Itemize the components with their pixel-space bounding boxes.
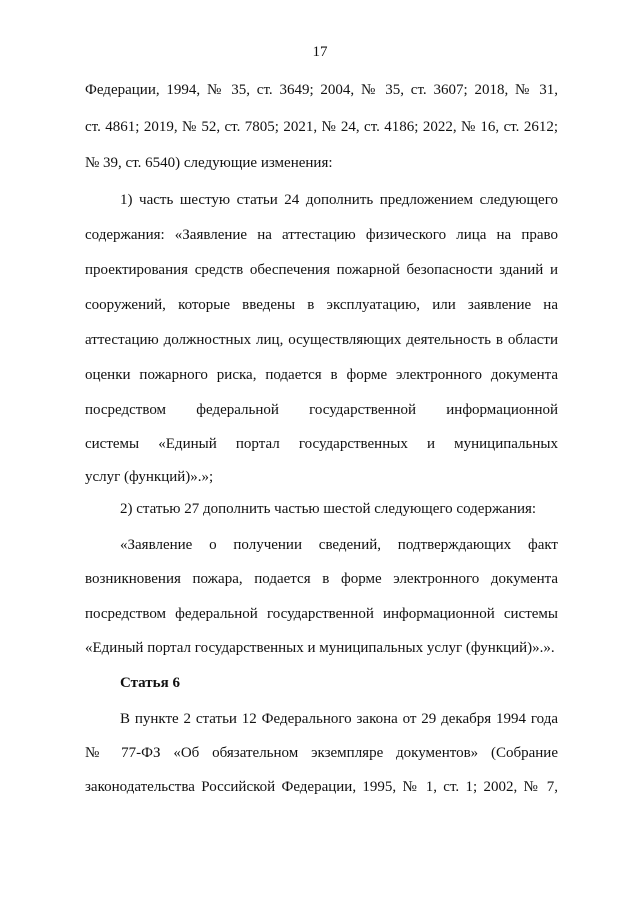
- text-line: № 39, ст. 6540) следующие изменения:: [85, 155, 333, 171]
- text-line: «Единый портал государственных и муниципальных услуг (функций)».».: [85, 640, 555, 656]
- text-line: 2) статью 27 дополнить частью шестой следующего содержания:: [120, 501, 537, 517]
- text-line: № 77-ФЗ «Об обязательном экземпляре документов» (Собрание: [85, 745, 558, 761]
- text-line: законодательства Российской Федерации, 1995, № 1, ст. 1; 2002, № 7,: [85, 779, 558, 795]
- text-line: 1) часть шестую статьи 24 дополнить предложением следующего: [120, 192, 558, 208]
- text-line: содержания: «Заявление на аттестацию физического лица на право: [85, 227, 558, 243]
- text-line: В пункте 2 статьи 12 Федерального закона от 29 декабря 1994 года: [120, 711, 558, 727]
- text-line: «Заявление о получении сведений, подтверждающих факт: [120, 537, 558, 553]
- text-line: оценки пожарного риска, подается в форме электронного документа: [85, 367, 558, 383]
- text-line: услуг (функций)».»;: [85, 469, 214, 485]
- text-line: сооружений, которые введены в эксплуатацию, или заявление на: [85, 297, 558, 313]
- text-line: Федерации, 1994, № 35, ст. 3649; 2004, № 35, ст. 3607; 2018, № 31,: [85, 82, 558, 98]
- text-line: посредством федеральной государственной информационной системы: [85, 606, 558, 622]
- article-heading: Статья 6: [120, 675, 180, 691]
- text-line: посредством федеральной государственной информационной: [85, 402, 558, 418]
- text-line: проектирования средств обеспечения пожарной безопасности зданий и: [85, 262, 558, 278]
- text-line: аттестацию должностных лиц, осуществляющих деятельность в области: [85, 332, 558, 348]
- text-line: возникновения пожара, подается в форме электронного документа: [85, 571, 558, 587]
- text-line: ст. 4861; 2019, № 52, ст. 7805; 2021, № 24, ст. 4186; 2022, № 16, ст. 2612;: [85, 119, 558, 135]
- page-number: 17: [312, 44, 328, 60]
- text-line: системы «Единый портал государственных и муниципальных: [85, 436, 558, 452]
